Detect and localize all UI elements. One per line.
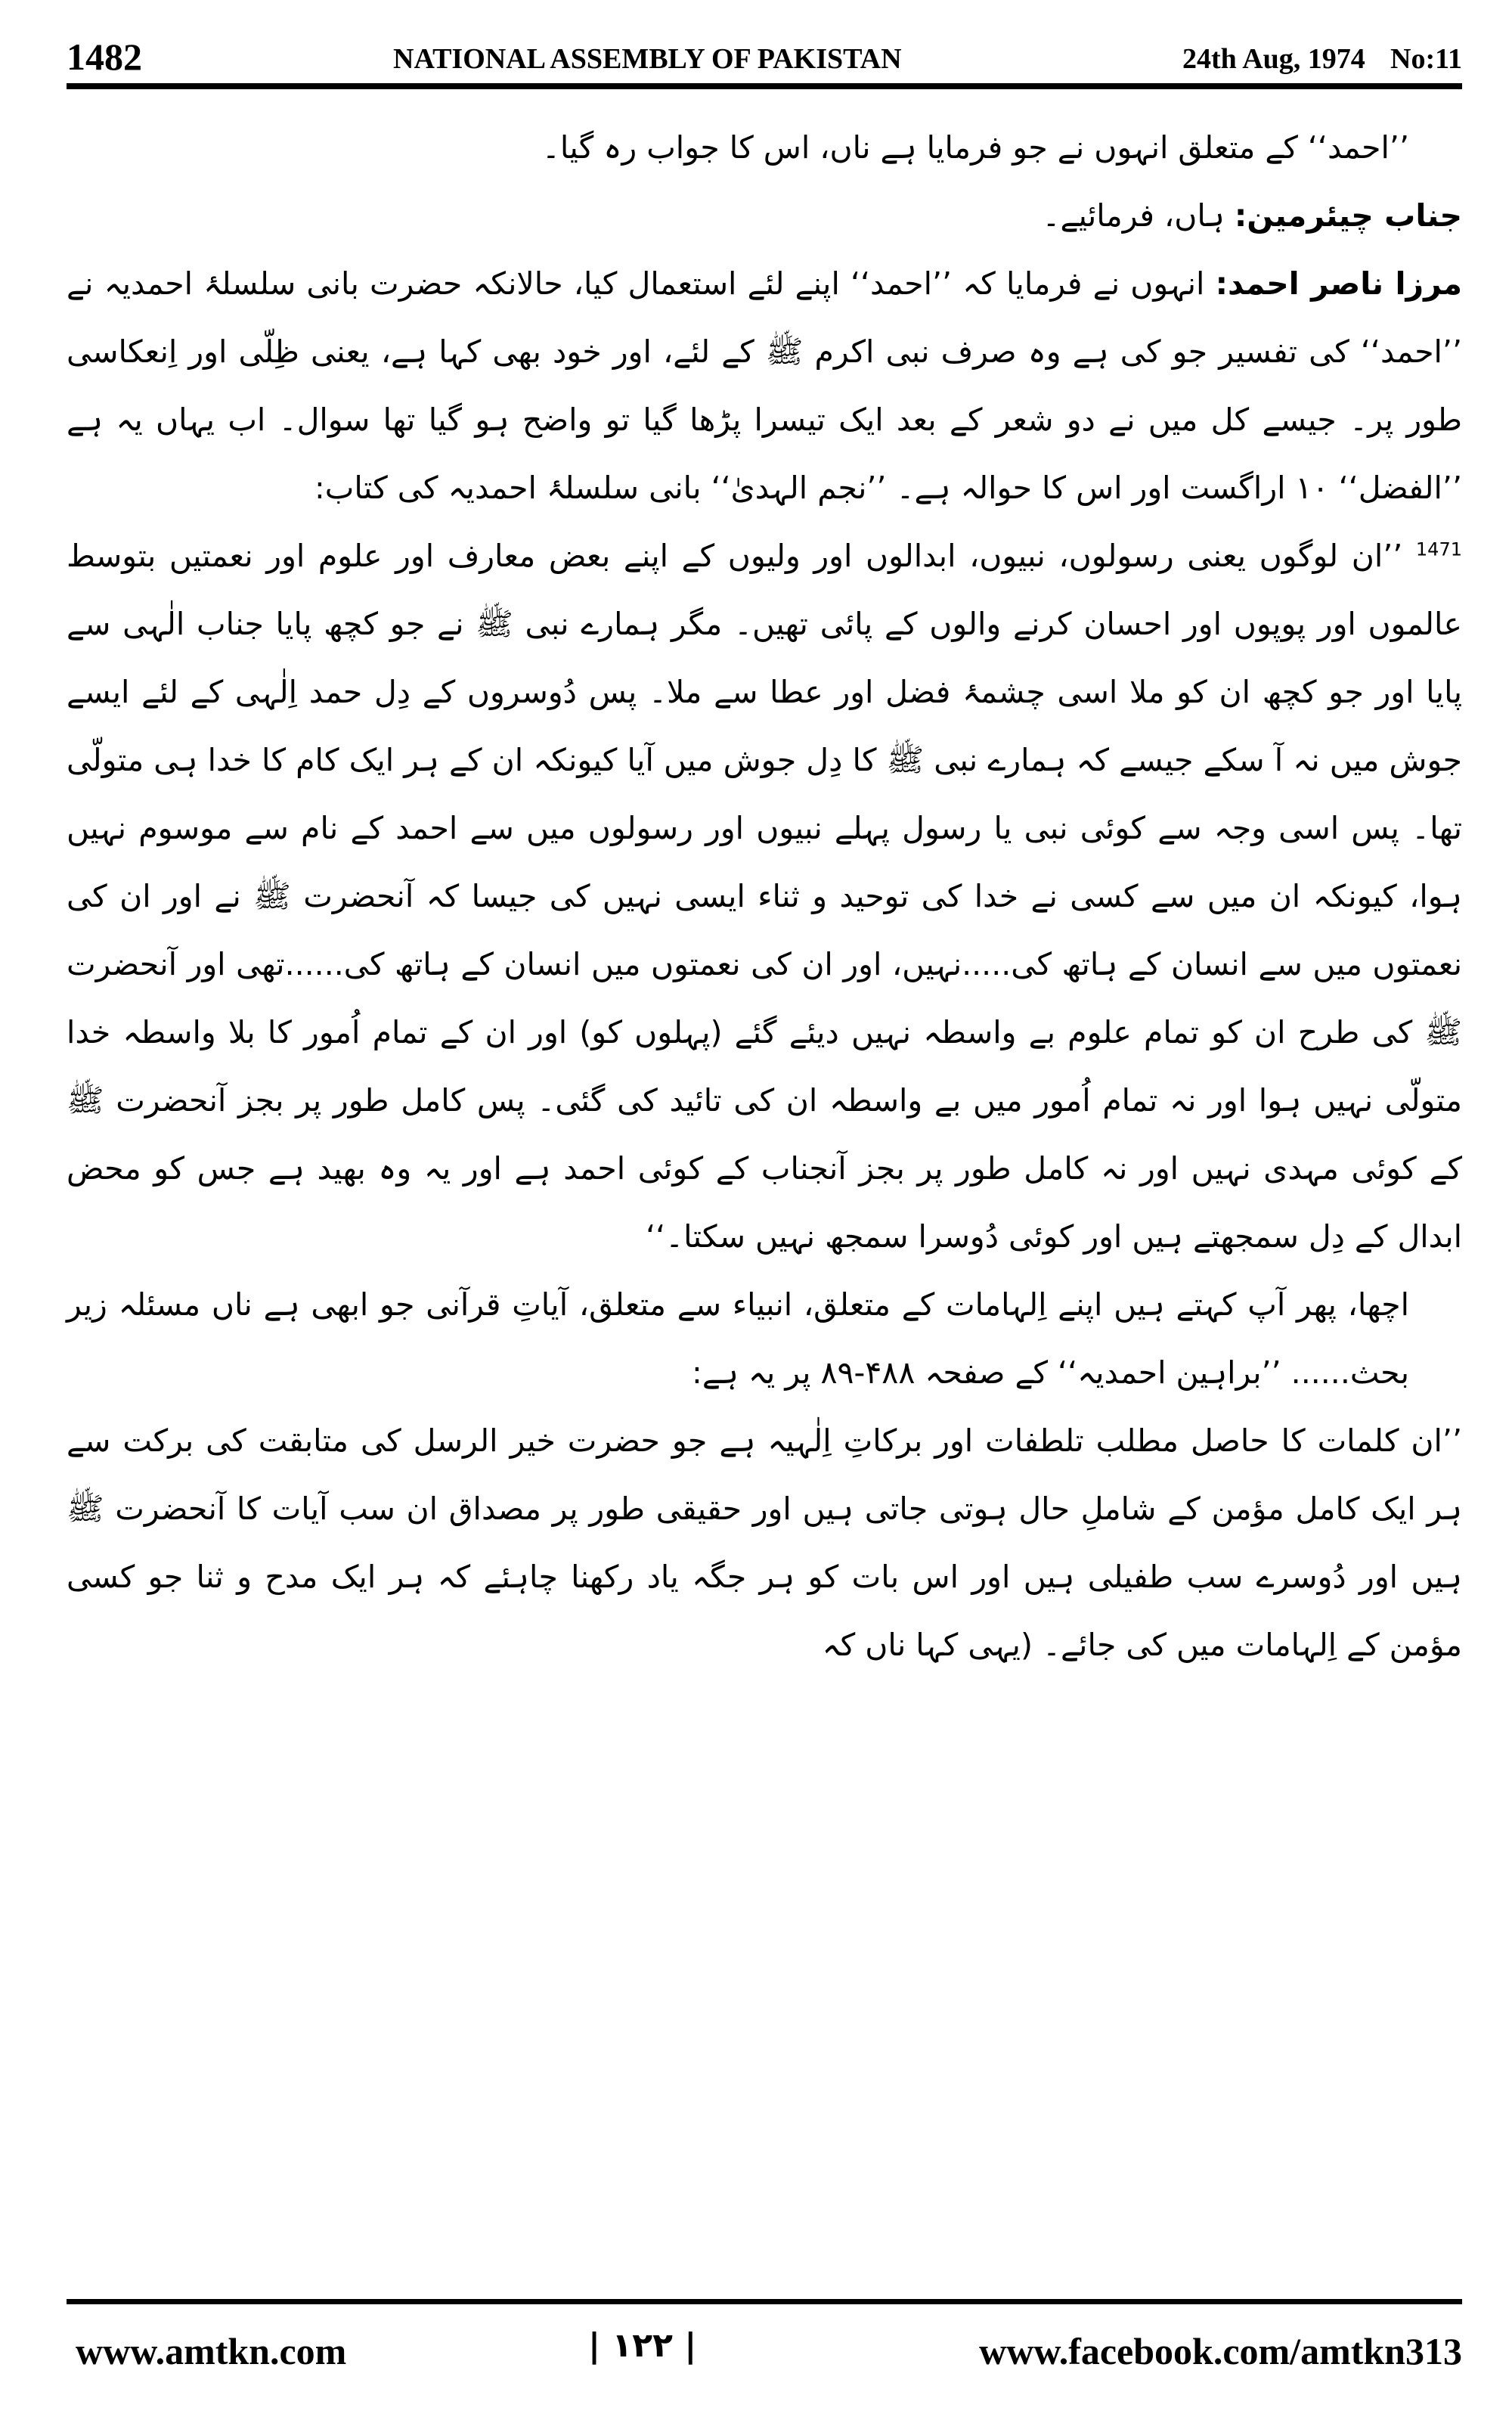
paragraph-2-text: ہاں، فرمائیے۔ [1042,197,1225,234]
paragraph-2 [67,182,1462,250]
quotation-1 [67,522,1462,1270]
issue-date: 24th Aug, 1974 [1182,43,1365,75]
paragraph-3 [67,250,1462,522]
journal-title: NATIONAL ASSEMBLY OF PAKISTAN [393,43,902,75]
footer-divider [67,2299,1462,2304]
page-number: 1482 [67,36,142,78]
website-link[interactable]: www.amtkn.com [76,2330,347,2372]
issue-number: No:11 [1390,43,1462,75]
speaker-chairman: جناب چیئرمین: [1234,197,1462,234]
reference-number: | ۱۲۲ | [588,2326,697,2365]
paragraph-4: اچھا، پھر آپ کہتے ہیں اپنے اِلہامات کے متعلق، انبیاء سے متعلق، آیاتِ قرآنی جو ابھی ہے ناں مسئلہ زیر بحث...... ’’براہین احمدیہ‘‘ کے صفحہ ۴۸۸-۸۹ پر یہ ہے: [67,1286,1409,1391]
quotation-2: ’’ان کلمات کا حاصل مطلب تلطفات اور برکاتِ اِلٰہیہ ہے جو حضرت خیر الرسل کی متابقت کی برکت سے ہر ایک کامل مؤمن کے شاملِ حال ہوتی جاتی ہیں اور حقیقی طور پر مصداق ان سب آیات کا آنحضرت ﷺ ہیں اور دُوسرے سب طفیلی ہیں اور اس بات کو ہر جگہ یاد رکھنا چاہئے کہ ہر ایک مدح و ثنا جو کسی مؤمن کے اِلہامات میں کی جائے۔ (یہی کہا ناں کہ [67,1423,1462,1663]
page-header [67,30,1462,89]
paragraph-3-text: انہوں نے فرمایا کہ ’’احمد‘‘ اپنے لئے استعمال کیا، حالانکہ حضرت بانی سلسلۂ احمدیہ نے ’’احمد‘‘ کی تفسیر جو کی ہے وہ صرف نبی اکرم ﷺ کے لئے، اور خود بھی کہا ہے، یعنی ظِلّی اور اِنعکاسی طور پر۔ جیسے کل میں نے دو شعر کے بعد ایک تیسرا پڑھا گیا تو واضح ہو گیا تھا سوال۔ اب یہاں یہ ہے ’’الفضل‘‘ ۱۰ اراگست اور اس کا حوالہ ہے۔ ’’نجم الہدیٰ‘‘ بانی سلسلۂ احمدیہ کی کتاب: [67,265,1462,506]
footnote-reference: 1471 [1415,538,1462,560]
page-body [67,113,1462,2227]
paragraph-1: ’’احمد‘‘ کے متعلق انہوں نے جو فرمایا ہے ناں، اس کا جواب رہ گیا۔ [541,129,1409,166]
speaker-mirza-nasir-ahmad: مرزا ناصر احمد: [1215,265,1462,302]
quotation-1-text: ’’ان لوگوں یعنی رسولوں، نبیوں، ابدالوں اور ولیوں کے اپنے بعض معارف اور علوم اور نعمتیں بتوسط عالموں اور پوپوں اور احسان کرنے والوں کے پائی تھیں۔ مگر ہمارے نبی ﷺ نے جو کچھ پایا جناب الٰہی سے پایا اور جو کچھ ان کو ملا اسی چشمۂ فضل اور عطا سے ملا۔ پس دُوسروں کے دِل حمد اِلٰہی کے لئے ایسے جوش میں نہ آ سکے جیسے کہ ہمارے نبی ﷺ کا دِل جوش میں آیا کیونکہ ان کے ہر ایک کام کا خدا ہی متولّی تھا۔ پس اسی وجہ سے کوئی نبی یا رسول پہلے نبیوں اور رسولوں میں سے احمد کے نام سے موسوم نہیں ہوا، کیونکہ ان میں سے کسی نے خدا کی توحید و ثناء ایسی نہیں کی جیسا کہ آنحضرت ﷺ نے اور ان کی نعمتوں میں سے انسان کے ہاتھ کی.....نہیں، اور ان کی نعمتوں میں انسان کے ہاتھ کی......تھی اور آنحضرت ﷺ کی طرح ان کو تمام علوم بے واسطہ نہیں دیئے گئے (پہلوں کو) اور ان کے تمام اُمور کا بلا واسطہ خدا متولّی نہیں ہوا اور نہ تمام اُمور میں بے واسطہ ان کی تائید کی گئی۔ پس کامل طور پر بجز آنحضرت ﷺ کے کوئی مہدی نہیں اور نہ کامل طور پر بجز آنجناب کے کوئی احمد ہے اور یہ وہ بھید ہے جس کو محض ابدال کے دِل سمجھتے ہیں اور کوئی دُوسرا سمجھ نہیں سکتا۔‘‘ [67,538,1462,1255]
page-footer [67,2314,1462,2390]
facebook-link[interactable]: www.facebook.com/amtkn313 [979,2330,1462,2372]
